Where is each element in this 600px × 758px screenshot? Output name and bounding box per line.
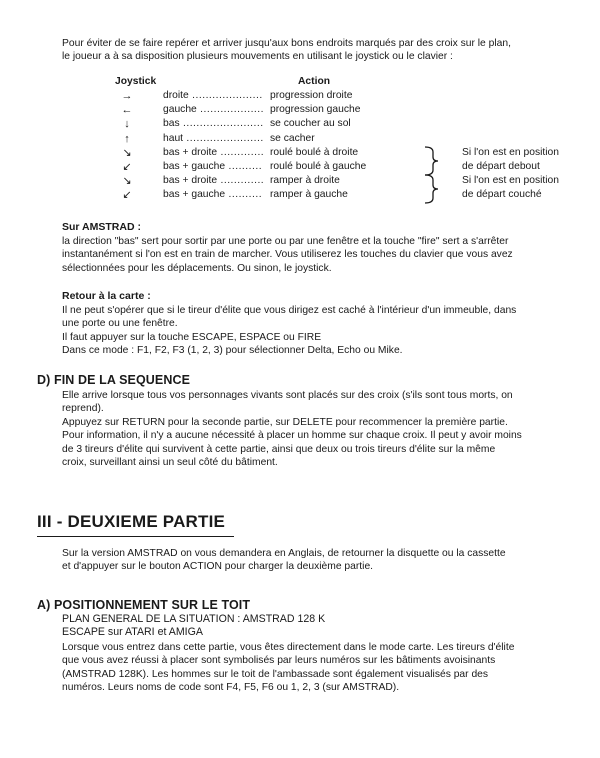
arrow-right-icon: → — [121, 90, 133, 102]
condition-lying — [462, 174, 559, 202]
text-line: Dans ce mode : F1, F2, F3 (1, 2, 3) pour sélectionner Delta, Echo ou Mike. — [62, 345, 403, 357]
joystick-direction: gauche ..... — [163, 103, 263, 117]
joystick-direction: bas + droite ..... — [163, 174, 263, 188]
joystick-row — [115, 117, 575, 131]
section-a-paragraph — [62, 641, 582, 695]
text-line: PLAN GENERAL DE LA SITUATION : AMSTRAD 128 K — [62, 613, 326, 625]
intro-paragraph — [62, 37, 582, 64]
text-line: de départ debout — [462, 161, 540, 173]
text-line: Si l'on est en position — [462, 147, 559, 158]
amstrad-heading: Sur AMSTRAD : — [62, 221, 141, 233]
action-column-header: Action — [298, 76, 331, 87]
condition-standing — [462, 146, 559, 174]
part-three-paragraph — [62, 547, 582, 574]
text-line: Il ne peut s'opérer que si le tireur d'élite que vous dirigez est caché à l'intérieur d'un immeuble, dans — [62, 305, 517, 316]
joystick-action: ramper à gauche — [270, 189, 348, 201]
section-d-heading: D) FIN DE LA SEQUENCE — [37, 373, 191, 387]
joystick-direction: bas + gauche ..... — [163, 160, 263, 174]
text-line: (AMSTRAD 128K). Les hommes sur le toit de l'ambassade sont également visualisés par des — [62, 668, 489, 680]
section-a-subtitle — [62, 613, 582, 640]
text-line: la direction "bas" sert pour sortir par une porte ou par une fenêtre et la touche "fire" sert a s'arrêter — [62, 236, 509, 247]
text-line: que vous avez réussi à placer sont symbolisés par leurs numéros sur les bâtiments avoisinants — [62, 655, 496, 667]
retour-heading: Retour à la carte : — [62, 290, 151, 302]
joystick-action: progression droite — [270, 90, 353, 101]
text-line: Sur la version AMSTRAD on vous demandera en Anglais, de retourner la disquette ou la cassette — [62, 548, 506, 559]
text-line: Pour éviter de se faire repérer et arriver jusqu'aux bons endroits marqués par des croix sur le plan, — [62, 38, 511, 49]
joystick-direction: bas + gauche ..... — [163, 188, 263, 202]
section-d-paragraph — [62, 389, 582, 469]
text-line: le joueur a à sa disposition plusieurs mouvements en utilisant le joystick ou le clavier : — [62, 51, 453, 63]
text-line: reprend). — [62, 403, 104, 415]
part-three-underline — [37, 536, 234, 537]
text-line: Si l'on est en position — [462, 175, 559, 186]
text-line: et d'appuyer sur le bouton ACTION pour charger la deuxième partie. — [62, 561, 374, 573]
joystick-column-header: Joystick — [115, 76, 157, 87]
text-line: croix, surveillant ainsi un seul côté du bâtiment. — [62, 457, 278, 469]
joystick-action: progression gauche — [270, 104, 361, 116]
text-line: une porte ou une fenêtre. — [62, 318, 178, 330]
joystick-action: roulé boulé à gauche — [270, 161, 367, 172]
arrow-left-icon: ← — [121, 104, 133, 117]
joystick-direction: droite ..... — [163, 89, 263, 103]
joystick-direction: bas + droite ..... — [163, 146, 263, 160]
joystick-row — [115, 132, 575, 146]
joystick-action: roulé boulé à droite — [270, 146, 359, 158]
text-line: Elle arrive lorsque tous vos personnages vivants sont placés sur des croix (s'ils sont tous morts, on — [62, 390, 513, 401]
arrow-down-left-icon: ↙ — [122, 161, 132, 173]
joystick-row — [115, 89, 575, 103]
right-brace-icon — [424, 174, 440, 204]
arrow-up-icon: ↑ — [124, 132, 130, 145]
text-line: Pour information, il n'y a aucune nécessité à placer un homme sur chaque croix. Il peut y avoir moins — [62, 430, 522, 442]
joystick-action: ramper à droite — [270, 175, 340, 187]
arrow-down-right-icon: ↘ — [122, 146, 132, 159]
text-line: Appuyez sur RETURN pour la seconde partie, sur DELETE pour recommencer la première partie. — [62, 416, 508, 428]
text-line: numéros. Leurs noms de code sont F4, F5, F6 ou 1, 2, 3 (sur AMSTRAD). — [62, 682, 400, 694]
part-three-heading: III - DEUXIEME PARTIE — [37, 512, 226, 531]
joystick-action: se cacher — [270, 132, 315, 144]
text-line: de départ couché — [462, 189, 542, 201]
arrow-down-left-icon: ↙ — [122, 189, 132, 202]
joystick-action: se coucher au sol — [270, 118, 351, 130]
text-line: sélectionnées pour les déplacements. Ou sinon, le joystick. — [62, 262, 332, 274]
joystick-direction: bas ..... — [163, 117, 263, 131]
text-line: ESCAPE sur ATARI et AMIGA — [62, 626, 203, 639]
amstrad-paragraph — [62, 235, 582, 275]
right-brace-icon — [424, 146, 440, 176]
retour-paragraph — [62, 304, 582, 358]
joystick-direction: haut ..... — [163, 132, 263, 146]
text-line: de 3 tireurs d'élite qui survivent à cette partie, ainsi que deux ou trois tireurs d'élite sur la même — [62, 443, 496, 455]
text-line: instantanément si l'on est en train de marcher. Vous utiliserez les touches du clavier que vous avez — [62, 249, 513, 261]
section-a-heading: A) POSITIONNEMENT SUR LE TOIT — [37, 598, 251, 612]
joystick-row — [115, 103, 575, 117]
arrow-down-icon: ↓ — [124, 118, 130, 131]
text-line: Lorsque vous entrez dans cette partie, vous êtes directement dans le mode carte. Les tireurs d'élite — [62, 642, 515, 653]
arrow-down-right-icon: ↘ — [122, 175, 132, 188]
text-line: Il faut appuyer sur la touche ESCAPE, ESPACE ou FIRE — [62, 331, 322, 343]
